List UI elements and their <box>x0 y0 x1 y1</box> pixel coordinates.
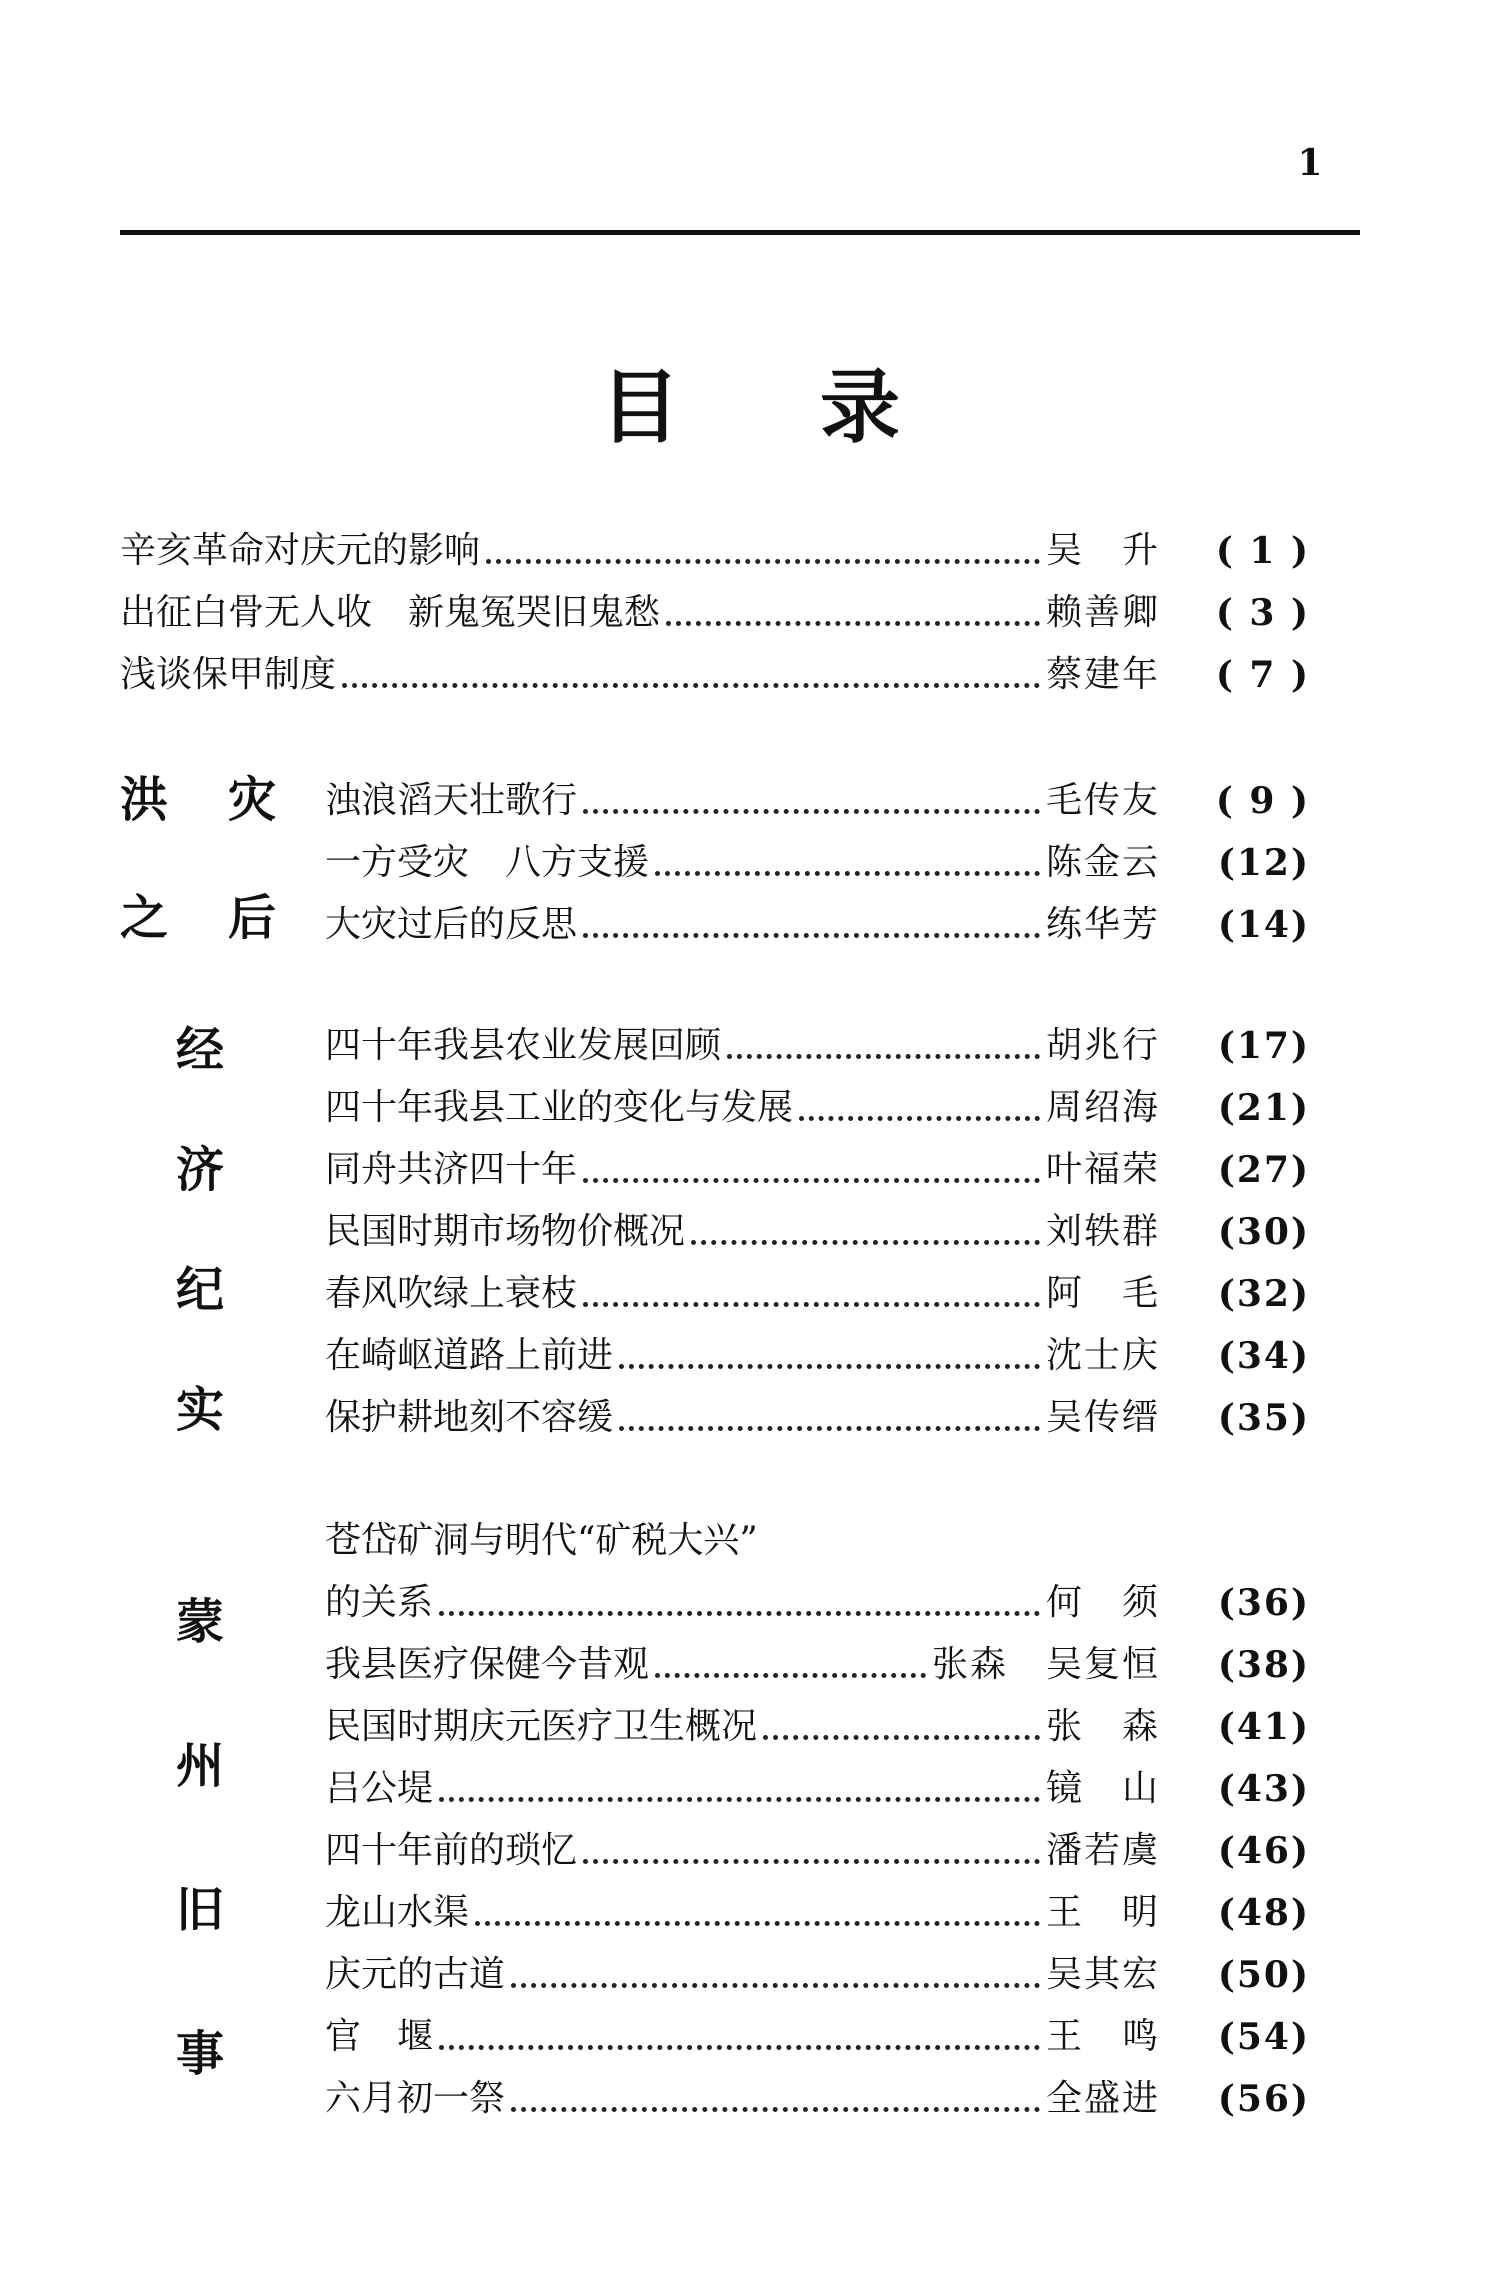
entry-author: 镜 山 <box>1045 1768 1160 1809</box>
entry-page: (54) <box>1217 2016 1310 2058</box>
toc-entry[interactable] <box>325 1201 1310 1263</box>
entry-author: 吴 升 <box>1045 530 1160 571</box>
entry-page: (34) <box>1217 1335 1310 1377</box>
entry-title: 民国时期庆元医疗卫生概况 <box>325 1706 758 1747</box>
entry-title: 我县医疗保健今昔观 <box>325 1644 650 1685</box>
leader-dots <box>691 1240 1040 1245</box>
toc-entry[interactable] <box>325 2006 1310 2068</box>
entry-author: 赖善卿 <box>1045 592 1160 633</box>
leader-dots <box>666 621 1040 626</box>
leader-dots <box>583 809 1040 814</box>
leader-dots <box>727 1054 1040 1059</box>
leader-dots <box>511 2107 1040 2112</box>
entry-page: (43) <box>1217 1768 1310 1810</box>
entry-page: (17) <box>1217 1025 1310 1067</box>
leader-dots <box>619 1364 1040 1369</box>
leader-dots <box>619 1426 1040 1431</box>
leader-dots <box>475 1921 1040 1926</box>
entry-page: (50) <box>1217 1954 1310 1996</box>
entry-page: ( 7 ) <box>1215 654 1310 696</box>
entry-page: (48) <box>1217 1892 1310 1934</box>
leader-dots <box>511 1983 1040 1988</box>
entry-page: (14) <box>1217 904 1310 946</box>
entry-title: 浊浪滔天壮歌行 <box>325 780 578 821</box>
leader-dots <box>342 683 1040 688</box>
toc-entry[interactable] <box>325 1325 1310 1387</box>
toc-entry[interactable] <box>325 1944 1310 2006</box>
entry-title: 同舟共济四十年 <box>325 1149 578 1190</box>
entry-title: 浅谈保甲制度 <box>120 654 337 695</box>
entry-author: 何 须 <box>1045 1582 1160 1623</box>
section-2-char: 纪 <box>176 1262 225 1318</box>
entry-title: 龙山水渠 <box>325 1892 470 1933</box>
entry-author: 周绍海 <box>1045 1087 1160 1128</box>
toc-entry[interactable] <box>325 832 1310 894</box>
toc-entry[interactable] <box>325 1015 1310 1077</box>
entry-title: 春风吹绿上衰枝 <box>325 1273 578 1314</box>
entry-page: (41) <box>1217 1706 1310 1748</box>
toc-entry[interactable] <box>325 1387 1310 1449</box>
entry-page: ( 9 ) <box>1215 780 1310 822</box>
entry-title: 出征白骨无人收 新鬼冤哭旧鬼愁 <box>120 592 661 633</box>
section-2-char: 实 <box>176 1382 225 1438</box>
entry-author: 胡兆行 <box>1045 1025 1160 1066</box>
entry-title-first-line: 苍岱矿洞与明代“矿税大兴” <box>325 1520 758 1561</box>
entry-title: 吕公堤 <box>325 1768 434 1809</box>
toc-entry[interactable] <box>120 582 1310 644</box>
entry-author: 吴其宏 <box>1045 1954 1160 1995</box>
section-1-char: 之 <box>120 890 169 946</box>
entry-title: 大灾过后的反思 <box>325 904 578 945</box>
leader-dots <box>799 1116 1040 1121</box>
section-2-char: 经 <box>176 1022 225 1078</box>
toc-entry[interactable] <box>325 1820 1310 1882</box>
entry-page: (32) <box>1217 1273 1310 1315</box>
section-3-char: 蒙 <box>176 1594 225 1650</box>
entry-title: 四十年我县农业发展回顾 <box>325 1025 722 1066</box>
entry-page: (27) <box>1217 1149 1310 1191</box>
entry-author: 练华芳 <box>1045 904 1160 945</box>
entry-author: 蔡建年 <box>1045 654 1160 695</box>
toc-entry[interactable] <box>120 520 1310 582</box>
leader-dots <box>583 1178 1040 1183</box>
entry-title: 民国时期市场物价概况 <box>325 1211 686 1252</box>
entry-title: 在崎岖道路上前进 <box>325 1335 614 1376</box>
entry-page: (36) <box>1217 1582 1310 1624</box>
section-1-char: 洪 <box>120 772 169 828</box>
section-1-char: 后 <box>228 890 277 946</box>
leader-dots <box>439 1611 1040 1616</box>
leader-dots <box>439 2045 1040 2050</box>
toc-entry[interactable] <box>325 1882 1310 1944</box>
entry-title: 四十年我县工业的变化与发展 <box>325 1087 794 1128</box>
leader-dots <box>655 1673 926 1678</box>
toc-entry[interactable] <box>325 770 1310 832</box>
leader-dots <box>583 1859 1040 1864</box>
toc-entry[interactable] <box>120 644 1310 706</box>
entry-author: 全盛进 <box>1045 2078 1160 2119</box>
leader-dots <box>583 933 1040 938</box>
entry-author: 刘轶群 <box>1045 1211 1160 1252</box>
toc-entry[interactable] <box>325 1634 1310 1696</box>
entry-author: 张森 吴复恒 <box>931 1644 1160 1685</box>
section-1-char: 灾 <box>228 772 277 828</box>
section-3-char: 旧 <box>176 1882 225 1938</box>
entry-title: 六月初一祭 <box>325 2078 506 2119</box>
entry-page: (35) <box>1217 1397 1310 1439</box>
entry-title: 辛亥革命对庆元的影响 <box>120 530 481 571</box>
entry-author: 陈金云 <box>1045 842 1160 883</box>
entry-page: (12) <box>1217 842 1310 884</box>
toc-entry[interactable] <box>325 1139 1310 1201</box>
leader-dots <box>655 871 1040 876</box>
toc-entry[interactable] <box>325 2068 1310 2130</box>
entry-author: 王 鸣 <box>1045 2016 1160 2057</box>
entry-title: 保护耕地刻不容缓 <box>325 1397 614 1438</box>
entry-page: ( 3 ) <box>1215 592 1310 634</box>
entry-title: 庆元的古道 <box>325 1954 506 1995</box>
section-2-char: 济 <box>176 1142 225 1198</box>
entry-author: 王 明 <box>1045 1892 1160 1933</box>
page-number: 1 <box>1297 142 1323 184</box>
toc-entry[interactable] <box>325 1077 1310 1139</box>
entry-page: (21) <box>1217 1087 1310 1129</box>
leader-dots <box>439 1797 1040 1802</box>
entry-author: 张 森 <box>1045 1706 1160 1747</box>
leader-dots <box>583 1302 1040 1307</box>
entry-author: 潘若虞 <box>1045 1830 1160 1871</box>
title-char-1: 目 <box>600 360 680 454</box>
entry-author: 毛传友 <box>1045 780 1160 821</box>
leader-dots <box>486 559 1040 564</box>
entry-page: (30) <box>1217 1211 1310 1253</box>
entry-author: 沈士庆 <box>1045 1335 1160 1376</box>
toc-entry[interactable] <box>325 1263 1310 1325</box>
entry-title: 官 堰 <box>325 2016 434 2057</box>
toc-entry[interactable] <box>325 1696 1310 1758</box>
entry-title: 一方受灾 八方支援 <box>325 842 650 883</box>
entry-page: (38) <box>1217 1644 1310 1686</box>
leader-dots <box>763 1735 1040 1740</box>
entry-author: 阿 毛 <box>1045 1273 1160 1314</box>
entry-page: ( 1 ) <box>1215 530 1310 572</box>
section-3-char: 事 <box>176 2026 225 2082</box>
toc-entry[interactable] <box>325 894 1310 956</box>
title-char-2: 录 <box>820 360 900 454</box>
toc-entry[interactable] <box>325 1758 1310 1820</box>
entry-title: 四十年前的琐忆 <box>325 1830 578 1871</box>
entry-page: (46) <box>1217 1830 1310 1872</box>
toc-entry[interactable] <box>325 1572 1310 1634</box>
entry-title: 的关系 <box>325 1582 434 1623</box>
entry-author: 吴传缙 <box>1045 1397 1160 1438</box>
entry-page: (56) <box>1217 2078 1310 2120</box>
entry-author: 叶福荣 <box>1045 1149 1160 1190</box>
section-3-char: 州 <box>176 1738 225 1794</box>
